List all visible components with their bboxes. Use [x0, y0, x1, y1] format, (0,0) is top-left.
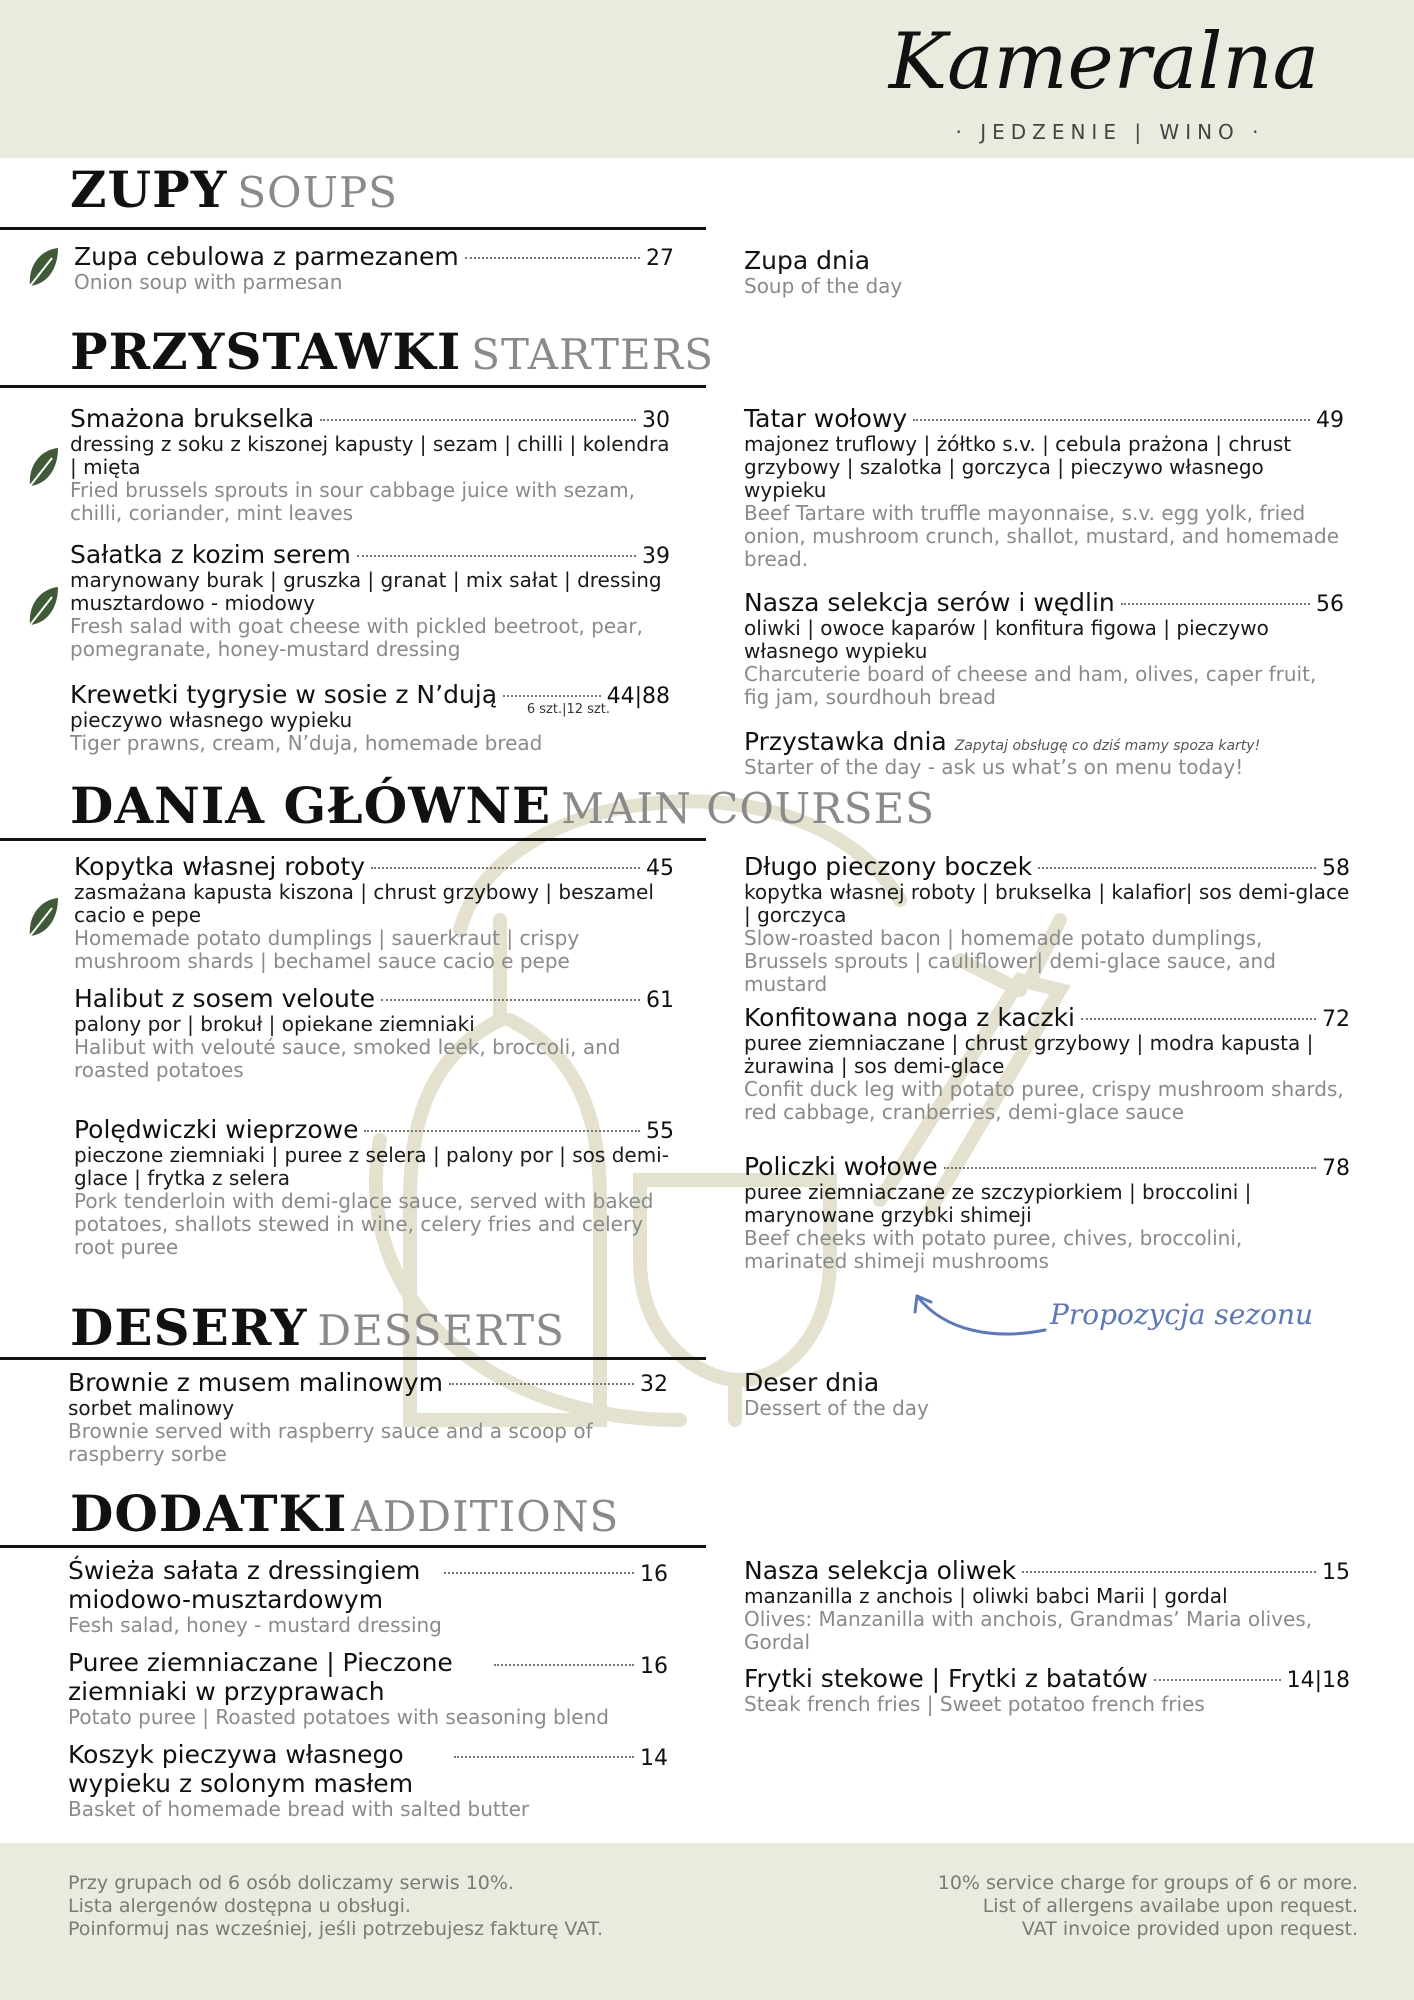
item-price: 78: [1322, 1156, 1350, 1181]
item-name: Zupa dnia: [744, 246, 871, 275]
item-price: 72: [1322, 1007, 1350, 1032]
item-english: Basket of homemade bread with salted butter: [68, 1797, 530, 1821]
item-note: Zapytaj obsługę co dziś mamy spoza karty!: [954, 738, 1261, 754]
item-price: 55: [646, 1119, 674, 1144]
item-price: 45: [646, 856, 674, 881]
item-portion: 6 szt.|12 szt.: [526, 702, 610, 717]
footer-line: VAT invoice provided upon request.: [1021, 1918, 1358, 1940]
item-name: Nasza selekcja oliwek: [744, 1556, 1017, 1585]
item-name: Przystawka dnia: [744, 727, 947, 756]
section-divider: [0, 1545, 706, 1548]
menu-item: [74, 242, 674, 294]
menu-item: [70, 540, 670, 661]
footer-line: 10% service charge for groups of 6 or more.: [937, 1872, 1358, 1894]
item-name: Policzki wołowe: [744, 1152, 938, 1181]
item-ingredients: manzanilla z anchois | oliwki babci Marii | gordal: [744, 1584, 1228, 1608]
menu-item: [744, 1152, 1350, 1273]
brand-name: Kameralna: [888, 17, 1320, 107]
section-title-pl: PRZYSTAWKI: [70, 322, 462, 381]
item-name: Krewetki tygrysie w sosie z N’dują: [70, 680, 498, 709]
brand-tagline: · JEDZENIE | WINO ·: [955, 120, 1265, 144]
menu-item: [744, 1556, 1350, 1654]
brand-logo: [884, 10, 1324, 110]
section-title-en: DESSERTS: [317, 1306, 565, 1355]
item-name: Koszyk pieczywa własnego wypieku z solonym masłem: [68, 1740, 414, 1798]
item-price: 30: [642, 408, 670, 433]
item-name: Długo pieczony boczek: [744, 852, 1033, 881]
item-english: Potato puree | Roasted potatoes with seasoning blend: [68, 1705, 609, 1729]
item-ingredients: sorbet malinowy: [68, 1396, 235, 1420]
item-price: 16: [640, 1562, 668, 1587]
item-english: Tiger prawns, cream, N’duja, homemade bread: [70, 731, 543, 755]
item-price: 49: [1316, 408, 1344, 433]
item-english: Fried brussels sprouts in sour cabbage juice with sezam, chilli, coriander, mint leaves: [70, 478, 635, 525]
item-ingredients: dressing z soku z kiszonej kapusty | sezam | chilli | kolendra | mięta: [70, 432, 670, 479]
item-name: Brownie z musem malinowym: [68, 1368, 444, 1397]
item-ingredients: zasmażana kapusta kiszona | chrust grzybowy | beszamel cacio e pepe: [74, 880, 654, 927]
item-price: 14: [640, 1746, 668, 1771]
section-title-en: STARTERS: [471, 330, 715, 379]
seasonal-label: Propozycja sezonu: [1050, 1298, 1314, 1331]
menu-item: [74, 1115, 674, 1259]
section-title-pl: DESERY: [70, 1298, 308, 1357]
menu-item: [74, 984, 674, 1082]
item-ingredients: majonez truflowy | żółtko s.v. | cebula prażona | chrust grzybowy | szalotka | gorczyca | pieczywo własnego wypieku: [744, 432, 1292, 502]
menu-item: [744, 246, 1344, 298]
item-price: 58: [1322, 856, 1350, 881]
item-name: Konfitowana noga z kaczki: [744, 1003, 1076, 1032]
footer-line: Przy grupach od 6 osób doliczamy serwis 10%.: [68, 1872, 514, 1894]
item-name: Tatar wołowy: [744, 404, 908, 433]
item-english: Olives: Manzanilla with anchois, Grandmas’ Maria olives, Gordal: [744, 1607, 1313, 1654]
footer-notes-en: [938, 1872, 1358, 1941]
item-name: Sałatka z kozim serem: [70, 540, 351, 569]
item-english: Starter of the day - ask us what’s on menu today!: [744, 755, 1244, 779]
item-price: 16: [640, 1654, 668, 1679]
item-english: Onion soup with parmesan: [74, 270, 343, 294]
item-ingredients: palony por | brokuł | opiekane ziemniaki: [74, 1012, 475, 1036]
menu-item: [68, 1740, 668, 1821]
item-name: Frytki stekowe | Frytki z batatów: [744, 1664, 1148, 1693]
item-ingredients: pieczywo własnego wypieku: [70, 708, 353, 732]
item-english: Steak french fries | Sweet potatoo french fries: [744, 1692, 1205, 1716]
item-english: Charcuterie board of cheese and ham, olives, caper fruit, fig jam, sourdhouh bread: [744, 662, 1317, 709]
item-price: 15: [1322, 1560, 1350, 1585]
item-english: Dessert of the day: [744, 1396, 929, 1420]
menu-item: [68, 1556, 668, 1637]
item-name: Halibut z sosem veloute: [74, 984, 376, 1013]
item-english: Slow-roasted bacon | homemade potato dumplings, Brussels sprouts | cauliflower| demi-glace sauce, and mustard: [744, 926, 1276, 996]
item-name: Kopytka własnej roboty: [74, 852, 366, 881]
section-soups-heading: [70, 160, 398, 219]
menu-item: [68, 1648, 668, 1729]
item-ingredients: puree ziemniaczane ze szczypiorkiem | broccolini | marynowane grzybki shimeji: [744, 1180, 1252, 1227]
section-title-pl: DANIA GŁÓWNE: [70, 776, 552, 835]
item-name: Puree ziemniaczane | Pieczone ziemniaki w przyprawach: [68, 1648, 453, 1706]
item-name: Nasza selekcja serów i wędlin: [744, 588, 1115, 617]
section-divider: [0, 1357, 706, 1360]
item-name: Smażona brukselka: [70, 404, 315, 433]
item-english: Halibut with velouté sauce, smoked leek, broccoli, and roasted potatoes: [74, 1035, 621, 1082]
item-name: Świeża sałata z dressingiem miodowo-musztardowym: [68, 1556, 421, 1614]
item-english: Homemade potato dumplings | sauerkraut | crispy mushroom shards | bechamel sauce cacio e pepe: [74, 926, 580, 973]
item-ingredients: marynowany burak | gruszka | granat | mix sałat | dressing musztardowo - miodowy: [70, 568, 662, 615]
vegetarian-leaf-icon: [26, 246, 60, 290]
footer-line: Lista alergenów dostępna u obsługi.: [68, 1895, 411, 1917]
section-mains-heading: [70, 776, 935, 835]
section-title-pl: ZUPY: [70, 160, 228, 219]
menu-item: [744, 1664, 1350, 1716]
section-divider: [0, 227, 706, 230]
section-divider: [0, 385, 706, 388]
item-price: 44|88: [606, 684, 670, 709]
menu-item: [74, 852, 674, 973]
item-price: 27: [646, 246, 674, 271]
section-title-pl: DODATKI: [70, 1484, 348, 1543]
item-price: 56: [1316, 592, 1344, 617]
menu-item: [70, 680, 670, 755]
item-english: Confit duck leg with potato puree, crispy mushroom shards, red cabbage, cranberries, demi-glace sauce: [744, 1077, 1344, 1124]
menu-item: [744, 852, 1350, 996]
seasonal-arrow-icon: [905, 1282, 1055, 1342]
menu-item: [68, 1368, 668, 1466]
menu-item: [744, 404, 1344, 571]
section-desserts-heading: [70, 1298, 565, 1357]
section-additions-heading: [70, 1484, 619, 1543]
item-price: 32: [640, 1372, 668, 1397]
menu-item: [70, 404, 670, 525]
menu-item: [744, 1003, 1350, 1124]
section-title-en: MAIN COURSES: [561, 784, 935, 833]
item-english: Brownie served with raspberry sauce and a scoop of raspberry sorbe: [68, 1419, 593, 1466]
section-title-en: ADDITIONS: [351, 1492, 620, 1541]
item-ingredients: pieczone ziemniaki | puree z selera | palony por | sos demi-glace | frytka z selera: [74, 1143, 669, 1190]
item-english: Beef Tartare with truffle mayonnaise, s.v. egg yolk, fried onion, mushroom crunch, shallot, mustard, and homemade bread.: [744, 501, 1340, 571]
item-english: Pork tenderloin with demi-glace sauce, served with baked potatoes, shallots stewed in wine, celery fries and celery root puree: [74, 1189, 654, 1259]
item-english: Fresh salad with goat cheese with pickled beetroot, pear, pomegranate, honey-mustard dressing: [70, 614, 643, 661]
footer-notes-pl: [68, 1872, 603, 1941]
section-divider: [0, 838, 706, 841]
menu-item: [744, 588, 1344, 709]
vegetarian-leaf-icon: [26, 446, 60, 490]
item-english: Soup of the day: [744, 274, 903, 298]
footer-line: List of allergens availabe upon request.: [982, 1895, 1358, 1917]
item-price: 39: [642, 544, 670, 569]
vegetarian-leaf-icon: [26, 585, 60, 629]
item-price: 14|18: [1286, 1668, 1350, 1693]
vegetarian-leaf-icon: [26, 896, 60, 940]
section-title-en: SOUPS: [237, 168, 399, 217]
item-ingredients: puree ziemniaczane | chrust grzybowy | modra kapusta | żurawina | sos demi-glace: [744, 1031, 1314, 1078]
item-english: Fesh salad, honey - mustard dressing: [68, 1613, 442, 1637]
item-name: Deser dnia: [744, 1368, 880, 1397]
item-name: Zupa cebulowa z parmezanem: [74, 242, 459, 271]
item-name: Polędwiczki wieprzowe: [74, 1115, 359, 1144]
section-starters-heading: [70, 322, 714, 381]
footer-line: Poinformuj nas wcześniej, jeśli potrzebujesz fakturę VAT.: [68, 1918, 604, 1940]
menu-item: [744, 1368, 1344, 1420]
menu-item: [744, 727, 1364, 779]
item-english: Beef cheeks with potato puree, chives, broccolini, marinated shimeji mushrooms: [744, 1226, 1243, 1273]
item-ingredients: kopytka własnej roboty | brukselka | kalafior| sos demi-glace | gorczyca: [744, 880, 1350, 927]
item-ingredients: oliwki | owoce kaparów | konfitura figowa | pieczywo własnego wypieku: [744, 616, 1269, 663]
item-price: 61: [646, 988, 674, 1013]
